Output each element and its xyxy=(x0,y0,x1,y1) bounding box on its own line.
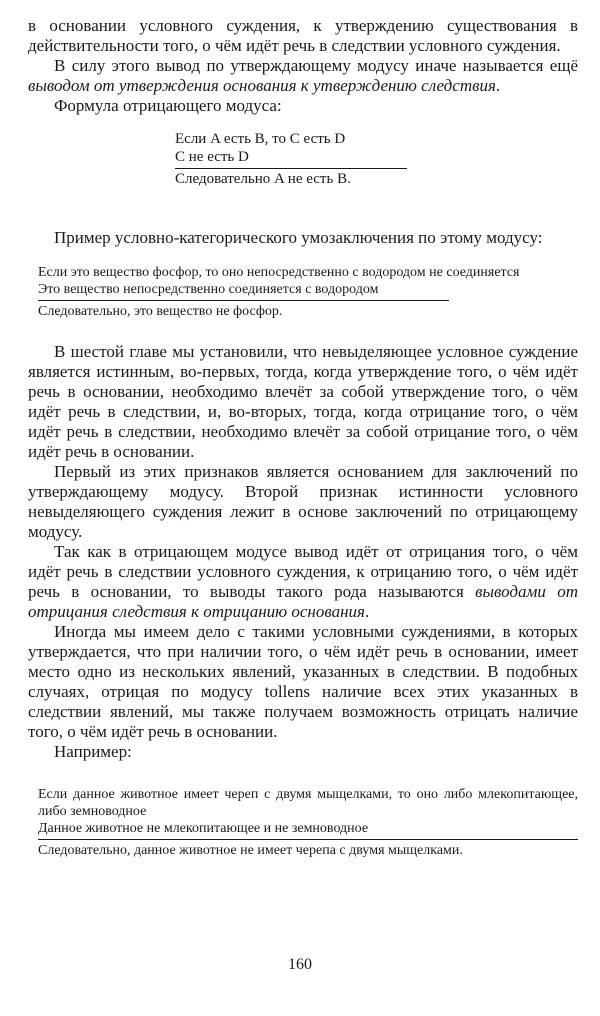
example-2-divider xyxy=(38,839,578,840)
paragraph-7 xyxy=(28,542,578,622)
example-2-conclusion: Следовательно, данное животное не имеет черепа с двумя мыщелками. xyxy=(38,843,463,858)
paragraph-4: Пример условно-категорического умозаключения по этому модусу: xyxy=(54,228,543,247)
formula-conclusion: Следовательно A не есть B. xyxy=(175,171,351,187)
formula-divider xyxy=(175,168,407,169)
paragraph-2-end: . xyxy=(495,76,501,95)
negating-mode-formula xyxy=(175,130,407,188)
example-1 xyxy=(28,264,578,320)
example-1-divider xyxy=(38,300,449,301)
example-2-premise-1: Если данное животное имеет череп с двумя мыщелками, то оно либо млекопитающее, либо земноводное xyxy=(38,787,578,819)
paragraph-2 xyxy=(28,56,578,96)
paragraph-7-text: Так как в отрицающем модусе вывод идёт от отрицания того, о чём идёт речь в следствии условного суждения, к отрицанию того, о чём идёт речь в основании, то выводы такого рода называются xyxy=(28,542,578,601)
paragraph-7-end: . xyxy=(364,602,370,621)
example-2-premise-2: Данное животное не млекопитающее и не земноводное xyxy=(38,821,369,836)
paragraph-2-italic: выводом от утверждения основания к утверждению следствия xyxy=(28,76,496,95)
example-1-premise-2-wrap xyxy=(38,281,449,320)
example-1-premise-1: Если это вещество фосфор, то оно непосредственно с водородом не соединяется xyxy=(38,265,520,280)
example-1-conclusion: Следовательно, это вещество не фосфор. xyxy=(38,304,283,319)
paragraph-3: Формула отрицающего модуса: xyxy=(54,96,282,115)
paragraph-6: Первый из этих признаков является основанием для заключений по утверждающему модусу. Второй признак истинности условного невыделяющего суждения лежит в основе заключений по отрицающему модусу. xyxy=(28,462,578,541)
paragraph-9: Например: xyxy=(54,742,132,761)
page-number: 160 xyxy=(288,956,312,973)
paragraph-1: в основании условного суждения, к утверждению существования в действительности того, о чём идёт речь в следствии условного суждения. xyxy=(28,16,578,55)
paragraph-2-text: В силу этого вывод по утверждающему модусу иначе называется ещё xyxy=(54,56,578,75)
example-1-premise-2: Это вещество непосредственно соединяется с водородом xyxy=(38,282,379,297)
paragraph-8: Иногда мы имеем дело с такими условными суждениями, в которых утверждается, что при наличии того, о чём идёт речь в основании, имеет место одно из нескольких явлений, указанных в следствии. В подобных случаях, отрицая по модусу tollens наличие всех этих указанных в следствии явлений, мы также получаем возможность отрицать наличие того, о чём идёт речь в основании. xyxy=(28,622,578,741)
paragraph-5: В шестой главе мы установили, что невыделяющее условное суждение является истинным, во-первых, тогда, когда утверждение того, о чём идёт речь в основании, необходимо влечёт за собой утверждение того, о чём идёт речь в следствии, и, во-вторых, тогда, когда отрицание того, о чём идёт речь в следствии, необходимо влечёт за собой отрицание того, о чём идёт речь в основании. xyxy=(28,342,578,461)
paragraph-7-italic: выводами от отрицания следствия к отрицанию основания xyxy=(28,582,578,621)
formula-premise-1: Если A есть B, то C есть D xyxy=(175,131,346,147)
formula-premise-2: C не есть D xyxy=(175,149,249,165)
example-2 xyxy=(28,786,578,859)
